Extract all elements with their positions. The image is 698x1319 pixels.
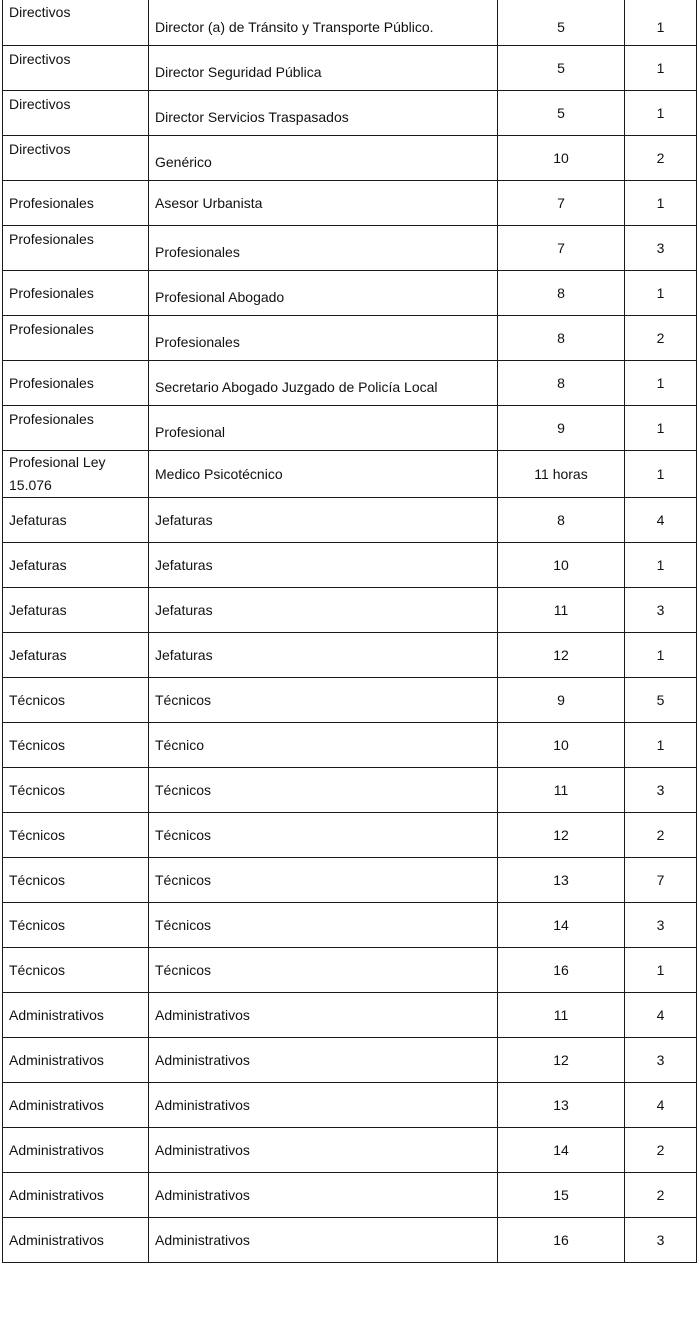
table-row: [3, 406, 697, 451]
table-row: [3, 723, 697, 768]
table-row: [3, 271, 697, 316]
position-cell: Técnicos: [149, 678, 498, 723]
grade-cell: 9: [498, 678, 625, 723]
position-cell: Asesor Urbanista: [149, 181, 498, 226]
quantity-cell: 3: [625, 1038, 697, 1083]
quantity-cell: 1: [625, 0, 697, 46]
category-cell: Técnicos: [3, 678, 149, 723]
category-cell: Profesionales: [3, 406, 149, 451]
table-row: [3, 768, 697, 813]
table-row: [3, 858, 697, 903]
position-cell: Director Seguridad Pública: [149, 46, 498, 91]
grade-cell: 7: [498, 181, 625, 226]
grade-cell: 9: [498, 406, 625, 451]
grade-cell: 5: [498, 0, 625, 46]
table-row: [3, 543, 697, 588]
grade-cell: 11 horas: [498, 451, 625, 498]
grade-cell: 12: [498, 633, 625, 678]
quantity-cell: 2: [625, 136, 697, 181]
position-cell: Técnicos: [149, 813, 498, 858]
table-row: [3, 993, 697, 1038]
table-row: [3, 181, 697, 226]
category-cell: Técnicos: [3, 768, 149, 813]
table-row: [3, 1128, 697, 1173]
grade-cell: 10: [498, 543, 625, 588]
quantity-cell: 3: [625, 1218, 697, 1263]
category-cell: Técnicos: [3, 723, 149, 768]
table-row: [3, 1218, 697, 1263]
grade-cell: 12: [498, 813, 625, 858]
quantity-cell: 4: [625, 1083, 697, 1128]
position-cell: Técnicos: [149, 858, 498, 903]
grade-cell: 16: [498, 948, 625, 993]
position-cell: Administrativos: [149, 1173, 498, 1218]
position-cell: Administrativos: [149, 1083, 498, 1128]
category-cell: Jefaturas: [3, 498, 149, 543]
position-cell: Profesionales: [149, 226, 498, 271]
category-cell: Administrativos: [3, 1083, 149, 1128]
category-cell: Jefaturas: [3, 633, 149, 678]
category-cell: Directivos: [3, 0, 149, 46]
quantity-cell: 1: [625, 406, 697, 451]
quantity-cell: 3: [625, 768, 697, 813]
quantity-cell: 1: [625, 181, 697, 226]
grade-cell: 13: [498, 1083, 625, 1128]
position-cell: Administrativos: [149, 1128, 498, 1173]
quantity-cell: 3: [625, 226, 697, 271]
quantity-cell: 1: [625, 451, 697, 498]
category-cell: Técnicos: [3, 903, 149, 948]
table-row: [3, 498, 697, 543]
grade-cell: 8: [498, 498, 625, 543]
quantity-cell: 1: [625, 46, 697, 91]
quantity-cell: 1: [625, 948, 697, 993]
category-cell: Profesionales: [3, 316, 149, 361]
grade-cell: 16: [498, 1218, 625, 1263]
quantity-cell: 1: [625, 91, 697, 136]
position-cell: Administrativos: [149, 1038, 498, 1083]
category-cell: Jefaturas: [3, 588, 149, 633]
position-cell: Administrativos: [149, 1218, 498, 1263]
category-cell: Jefaturas: [3, 543, 149, 588]
quantity-cell: 2: [625, 1173, 697, 1218]
category-cell: Administrativos: [3, 993, 149, 1038]
position-cell: Jefaturas: [149, 633, 498, 678]
quantity-cell: 2: [625, 316, 697, 361]
position-cell: Profesional: [149, 406, 498, 451]
table-row: [3, 678, 697, 723]
staffing-table: [2, 0, 697, 1263]
quantity-cell: 2: [625, 1128, 697, 1173]
position-cell: Director (a) de Tránsito y Transporte Público.: [149, 0, 498, 46]
category-cell: Directivos: [3, 136, 149, 181]
grade-cell: 14: [498, 1128, 625, 1173]
table-body: [3, 0, 697, 1263]
position-cell: Jefaturas: [149, 543, 498, 588]
position-cell: Genérico: [149, 136, 498, 181]
category-cell: Administrativos: [3, 1173, 149, 1218]
grade-cell: 5: [498, 91, 625, 136]
category-cell: Administrativos: [3, 1218, 149, 1263]
position-cell: Técnico: [149, 723, 498, 768]
quantity-cell: 1: [625, 543, 697, 588]
quantity-cell: 1: [625, 361, 697, 406]
quantity-cell: 4: [625, 993, 697, 1038]
table-row: [3, 903, 697, 948]
position-cell: Administrativos: [149, 993, 498, 1038]
position-cell: Técnicos: [149, 948, 498, 993]
grade-cell: 12: [498, 1038, 625, 1083]
table-row: [3, 1038, 697, 1083]
grade-cell: 13: [498, 858, 625, 903]
category-cell: Técnicos: [3, 813, 149, 858]
position-cell: Profesional Abogado: [149, 271, 498, 316]
grade-cell: 11: [498, 768, 625, 813]
grade-cell: 10: [498, 136, 625, 181]
table-row: [3, 136, 697, 181]
grade-cell: 11: [498, 993, 625, 1038]
quantity-cell: 1: [625, 271, 697, 316]
quantity-cell: 1: [625, 633, 697, 678]
table-row: [3, 1083, 697, 1128]
quantity-cell: 2: [625, 813, 697, 858]
category-cell: Profesionales: [3, 361, 149, 406]
table-row: [3, 633, 697, 678]
category-cell: Directivos: [3, 91, 149, 136]
grade-cell: 8: [498, 316, 625, 361]
table-row: [3, 0, 697, 46]
position-cell: Profesionales: [149, 316, 498, 361]
category-cell: Administrativos: [3, 1038, 149, 1083]
table-row: [3, 91, 697, 136]
position-cell: Director Servicios Traspasados: [149, 91, 498, 136]
grade-cell: 10: [498, 723, 625, 768]
quantity-cell: 3: [625, 588, 697, 633]
position-cell: Técnicos: [149, 768, 498, 813]
position-cell: Medico Psicotécnico: [149, 451, 498, 498]
category-cell: Técnicos: [3, 858, 149, 903]
category-cell: Profesional Ley 15.076: [3, 451, 149, 498]
category-cell: Profesionales: [3, 226, 149, 271]
quantity-cell: 4: [625, 498, 697, 543]
table-row: [3, 316, 697, 361]
grade-cell: 5: [498, 46, 625, 91]
position-cell: Técnicos: [149, 903, 498, 948]
position-cell: Secretario Abogado Juzgado de Policía Local: [149, 361, 498, 406]
table-row: [3, 1173, 697, 1218]
category-cell: Administrativos: [3, 1128, 149, 1173]
grade-cell: 8: [498, 271, 625, 316]
category-cell: Profesionales: [3, 181, 149, 226]
table-row: [3, 588, 697, 633]
table-row: [3, 813, 697, 858]
grade-cell: 15: [498, 1173, 625, 1218]
table-row: [3, 226, 697, 271]
grade-cell: 14: [498, 903, 625, 948]
table-row: [3, 451, 697, 498]
table-row: [3, 948, 697, 993]
quantity-cell: 1: [625, 723, 697, 768]
category-cell: Técnicos: [3, 948, 149, 993]
position-cell: Jefaturas: [149, 588, 498, 633]
category-cell: Profesionales: [3, 271, 149, 316]
grade-cell: 11: [498, 588, 625, 633]
grade-cell: 8: [498, 361, 625, 406]
quantity-cell: 7: [625, 858, 697, 903]
grade-cell: 7: [498, 226, 625, 271]
quantity-cell: 3: [625, 903, 697, 948]
quantity-cell: 5: [625, 678, 697, 723]
position-cell: Jefaturas: [149, 498, 498, 543]
category-cell: Directivos: [3, 46, 149, 91]
table-row: [3, 46, 697, 91]
table-row: [3, 361, 697, 406]
